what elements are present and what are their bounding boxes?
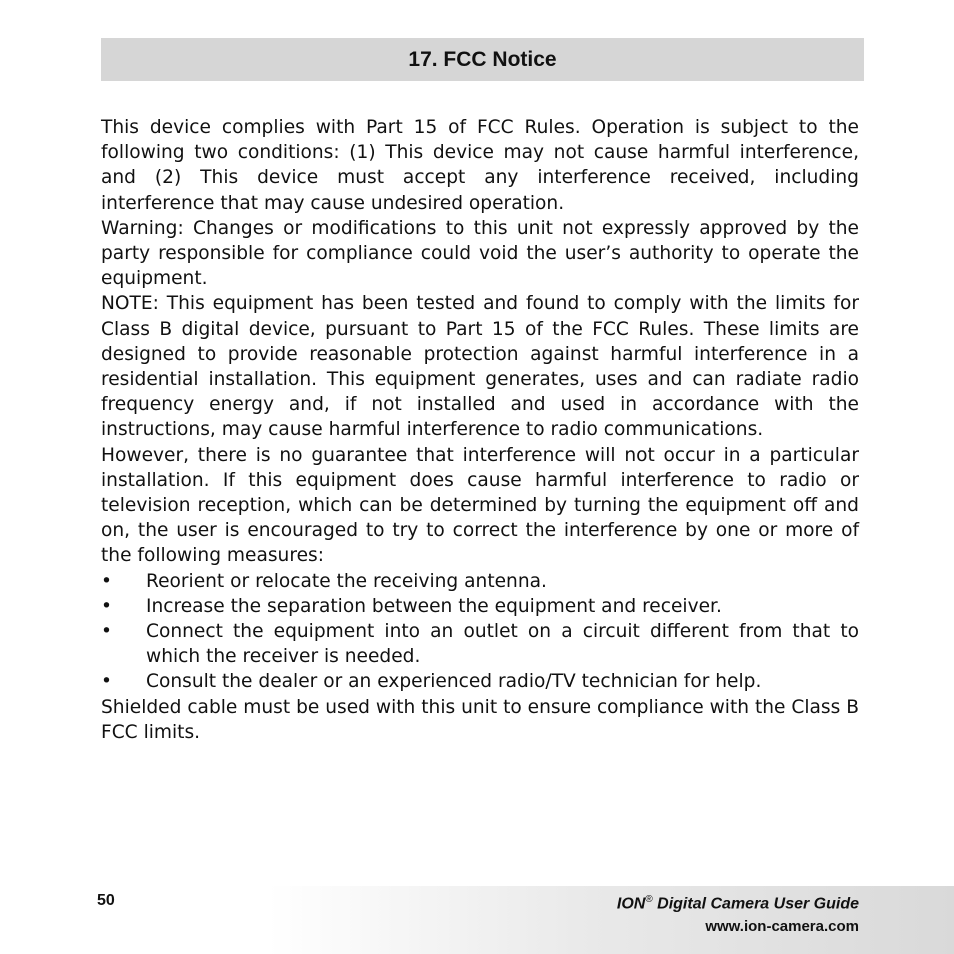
list-item-text: Increase the separation between the equipment and receiver. <box>146 595 722 617</box>
guide-title-text: Digital Camera User Guide <box>652 895 859 913</box>
registered-mark: ® <box>645 894 653 905</box>
list-item <box>101 669 859 694</box>
page-number: 50 <box>97 892 115 909</box>
bullet-icon: • <box>101 621 112 643</box>
no-guarantee-paragraph: However, there is no guarantee that interference will not occur in a particular installation. If this equipment does cause harmful interference to radio or television reception, which can be determined by turning the equipment off and on, the user is encouraged to try to correct the interference by one or more of the following measures: <box>101 444 859 567</box>
brand-name: ION <box>616 895 646 913</box>
section-title-bar <box>101 38 864 81</box>
guide-title <box>617 894 859 913</box>
list-item-text: Reorient or relocate the receiving antenna. <box>146 570 547 592</box>
website-url: www.ion-camera.com <box>705 918 859 935</box>
measures-list <box>101 569 859 695</box>
section-title: 17. FCC Notice <box>408 47 557 71</box>
bullet-icon: • <box>101 595 112 617</box>
bullet-icon: • <box>101 671 112 693</box>
list-item <box>101 569 859 594</box>
fcc-notice-body <box>101 115 859 745</box>
list-item-text: Consult the dealer or an experienced radio/TV technician for help. <box>146 671 762 693</box>
shielded-cable-paragraph: Shielded cable must be used with this unit to ensure compliance with the Class B FCC limits. <box>101 696 859 743</box>
list-item-text: Connect the equipment into an outlet on a circuit different from that to which the receiver is needed. <box>146 621 859 668</box>
list-item <box>101 594 859 619</box>
list-item <box>101 619 859 669</box>
bullet-icon: • <box>101 570 112 592</box>
warning-paragraph: Warning: Changes or modifications to this unit not expressly approved by the party responsible for compliance could void the user’s authority to operate the equipment. <box>101 217 859 290</box>
compliance-paragraph: This device complies with Part 15 of FCC Rules. Operation is subject to the following two conditions: (1) This device may not cause harmful interference, and (2) This device must accept any interference received, including interference that may cause undesired operation. <box>101 117 859 214</box>
note-paragraph: NOTE: This equipment has been tested and found to comply with the limits for Class B digital device, pursuant to Part 15 of the FCC Rules. These limits are designed to provide reasonable protection against harmful interference in a residential installation. This equipment generates, uses and can radiate radio frequency energy and, if not installed and used in accordance with the instructions, may cause harmful interference to radio communications. <box>101 293 859 441</box>
